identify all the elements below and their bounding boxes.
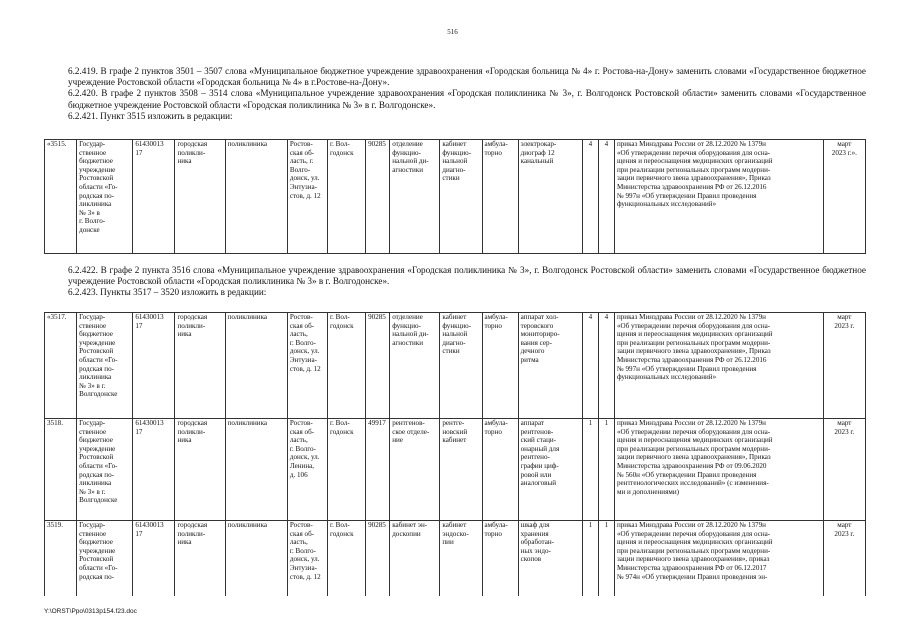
cell-oktmo: 90285 xyxy=(366,140,390,254)
cell-qty-2: 1 xyxy=(598,521,614,597)
cell-qty-2: 4 xyxy=(598,313,614,419)
cell-mode: амбула- торно xyxy=(482,521,518,597)
cell-qty-1: 1 xyxy=(582,521,598,597)
cell-equipment: шкаф для хранения обработан- ных эндо- скопов xyxy=(518,521,582,597)
cell-subtype: поликлиника xyxy=(225,140,287,254)
table-row xyxy=(45,521,866,597)
cell-room: кабинет функцио- нальной диагно- стики xyxy=(440,140,482,254)
cell-term: март 2023 г. xyxy=(823,521,865,597)
cell-org: Государ- ственное бюджетное учреждение Ростовской области «Го- родская по- ликлиника № 3» в г. Волгодонске xyxy=(77,419,133,521)
table-row xyxy=(45,313,866,419)
file-path-footer: Y:\ORST\Ppo\0313p154.f23.doc xyxy=(44,608,137,615)
cell-basis: приказ Минздрава России от 28.12.2020 № 1379н «Об утверждении перечня оборудования для осна- щения и переоснащения медицинских организаций при реализации региональных программ модерни- зации первичного звена здравоохранения», Приказ Министерства здравоохранения РФ от 09.06.2020 № 560н «Об утверждении Правил проведения рентгенологических исследований» (с изменения- ми и дополнениями) xyxy=(614,419,823,521)
cell-org: Государ- ственное бюджетное учреждение Ростовской области «Го- родская по- ликлиника № 3» в г. Волго- донске xyxy=(77,140,133,254)
cell-type: городская поликли- ника xyxy=(175,313,225,419)
cell-qty-2: 4 xyxy=(598,140,614,254)
cell-subtype: поликлиника xyxy=(225,419,287,521)
page-number: 516 xyxy=(447,28,458,36)
cell-code: 61430013 17 xyxy=(133,140,175,254)
cell-address: Ростов- ская об- ласть, г. Волго- донск, ул. Энтузиа- стов, д. 12 xyxy=(287,521,327,597)
cell-mode: амбула- торно xyxy=(482,419,518,521)
cell-mode: амбула- торно xyxy=(482,140,518,254)
cell-term: март 2023 г. xyxy=(823,313,865,419)
cell-equipment: электрокар- диограф 12 канальный xyxy=(518,140,582,254)
cell-type: городская поликли- ника xyxy=(175,521,225,597)
cell-basis: приказ Минздрава России от 28.12.2020 № 1379н «Об утверждении перечня оборудования для осна- щения и переоснащения медицинских организаций при реализации региональных программ модерни- зации первичного звена здравоохранения», Приказ Министерства здравоохранения РФ от 26.12.2016 № 997н «Об утверждении Правил проведения функциональных исследований» xyxy=(614,313,823,419)
cell-type: городская поликли- ника xyxy=(175,419,225,521)
cell-num: «3515. xyxy=(45,140,77,254)
cell-qty-2: 1 xyxy=(598,419,614,521)
cell-term: март 2023 г. xyxy=(823,419,865,521)
cell-department: отделение функцио- нальной ди- агностики xyxy=(390,140,440,254)
cell-equipment: аппарат рентгенов- ский стаци- онарный для рентгено- графии циф- ровой или аналоговый xyxy=(518,419,582,521)
cell-city: г. Вол- годонск xyxy=(327,521,365,597)
cell-num: 3519. xyxy=(45,521,77,597)
cell-city: г. Вол- годонск xyxy=(327,313,365,419)
cell-term: март 2023 г.». xyxy=(823,140,865,254)
cell-org: Государ- ственное бюджетное учреждение Ростовской области «Го- родская по- xyxy=(77,521,133,597)
cell-num: 3518. xyxy=(45,419,77,521)
table-row xyxy=(45,419,866,521)
cell-address: Ростов- ская об- ласть, г. Волго- донск, ул. Ленина, д. 106 xyxy=(287,419,327,521)
cell-city: г. Вол- годонск xyxy=(327,419,365,521)
paragraph-6-2-420: 6.2.420. В графе 2 пунктов 3508 – 3514 слова «Муниципальное учреждение здравоохранения «Городская поликлиника № 3», г. Волгодонск Ростовской области» заменить словами «Государственное бюджетное учреждение Ростовской области «Городская поликлиника № 3» в г. Волгодонске». xyxy=(68,88,866,110)
cell-room: рентге- новский кабинет xyxy=(440,419,482,521)
cell-subtype: поликлиника xyxy=(225,521,287,597)
cell-equipment: аппарат хол- теровского мониториро- вания сер- дечного ритма xyxy=(518,313,582,419)
paragraph-6-2-423: 6.2.423. Пункты 3517 – 3520 изложить в редакции: xyxy=(68,287,267,298)
cell-basis: приказ Минздрава России от 28.12.2020 № 1379н «Об утверждении перечня оборудования для осна- щения и переоснащения медицинских организаций при реализации региональных программ модерни- зации первичного звена здравоохранения», Приказ Министерства здравоохранения РФ от 26.12.2016 № 997н «Об утверждении Правил проведения функциональных исследований» xyxy=(614,140,823,254)
cell-qty-1: 1 xyxy=(582,419,598,521)
cell-address: Ростов- ская об- ласть, г. Волго- донск, ул. Энтузиа- стов, д. 12 xyxy=(287,140,327,254)
cell-subtype: поликлиника xyxy=(225,313,287,419)
cell-department: кабинет эн- доскопии xyxy=(390,521,440,597)
cell-code: 61430013 17 xyxy=(133,313,175,419)
cell-num: «3517. xyxy=(45,313,77,419)
cell-oktmo: 49917 xyxy=(366,419,390,521)
paragraph-6-2-419: 6.2.419. В графе 2 пунктов 3501 – 3507 слова «Муниципальное бюджетное учреждение здравоохранения «Городская больница № 4» г. Ростова-на-Дону» заменить словами «Государственное бюджетное учреждение Ростовской области «Городская больница № 4» в г.Ростове-на-Дону». xyxy=(68,66,866,88)
cell-room: кабинет функцио- нальной диагно- стики xyxy=(440,313,482,419)
paragraph-6-2-421: 6.2.421. Пункт 3515 изложить в редакции: xyxy=(68,110,233,121)
cell-oktmo: 90285 xyxy=(366,313,390,419)
cell-basis: приказ Минздрава России от 28.12.2020 № 1379н «Об утверждении перечня оборудования для осна- щения и переоснащения медицинских организаций при реализации региональных программ модерни- зации первичного звена здравоохранения», приказ Министерства здравоохранения РФ от 06.12.2017 № 974н «Об утверждении Правил проведения эн- xyxy=(614,521,823,597)
cell-mode: амбула- торно xyxy=(482,313,518,419)
cell-oktmo: 90285 xyxy=(366,521,390,597)
cell-code: 61430013 17 xyxy=(133,521,175,597)
cell-qty-1: 4 xyxy=(582,140,598,254)
cell-department: рентгенов- ское отделе- ние xyxy=(390,419,440,521)
cell-code: 61430013 17 xyxy=(133,419,175,521)
cell-org: Государ- ственное бюджетное учреждение Ростовской области «Го- родская по- ликлиника № 3» в г. Волгодонске xyxy=(77,313,133,419)
registry-table-2 xyxy=(44,312,866,596)
cell-department: отделение функцио- нальной ди- агностики xyxy=(390,313,440,419)
cell-address: Ростов- ская об- ласть, г. Волго- донск, ул. Энтузиа- стов, д. 12 xyxy=(287,313,327,419)
cell-city: г. Вол- годонск xyxy=(327,140,365,254)
paragraph-6-2-422: 6.2.422. В графе 2 пункта 3516 слова «Муниципальное учреждение здравоохранения «Городская поликлиника № 3», г. Волгодонск Ростовской области» заменить словами «Государственное бюджетное учреждение Ростовской области «Городская поликлиника № 3» в г. Волгодонске». xyxy=(68,265,866,287)
cell-type: городская поликли- ника xyxy=(175,140,225,254)
cell-qty-1: 4 xyxy=(582,313,598,419)
cell-room: кабинет эндоско- пии xyxy=(440,521,482,597)
